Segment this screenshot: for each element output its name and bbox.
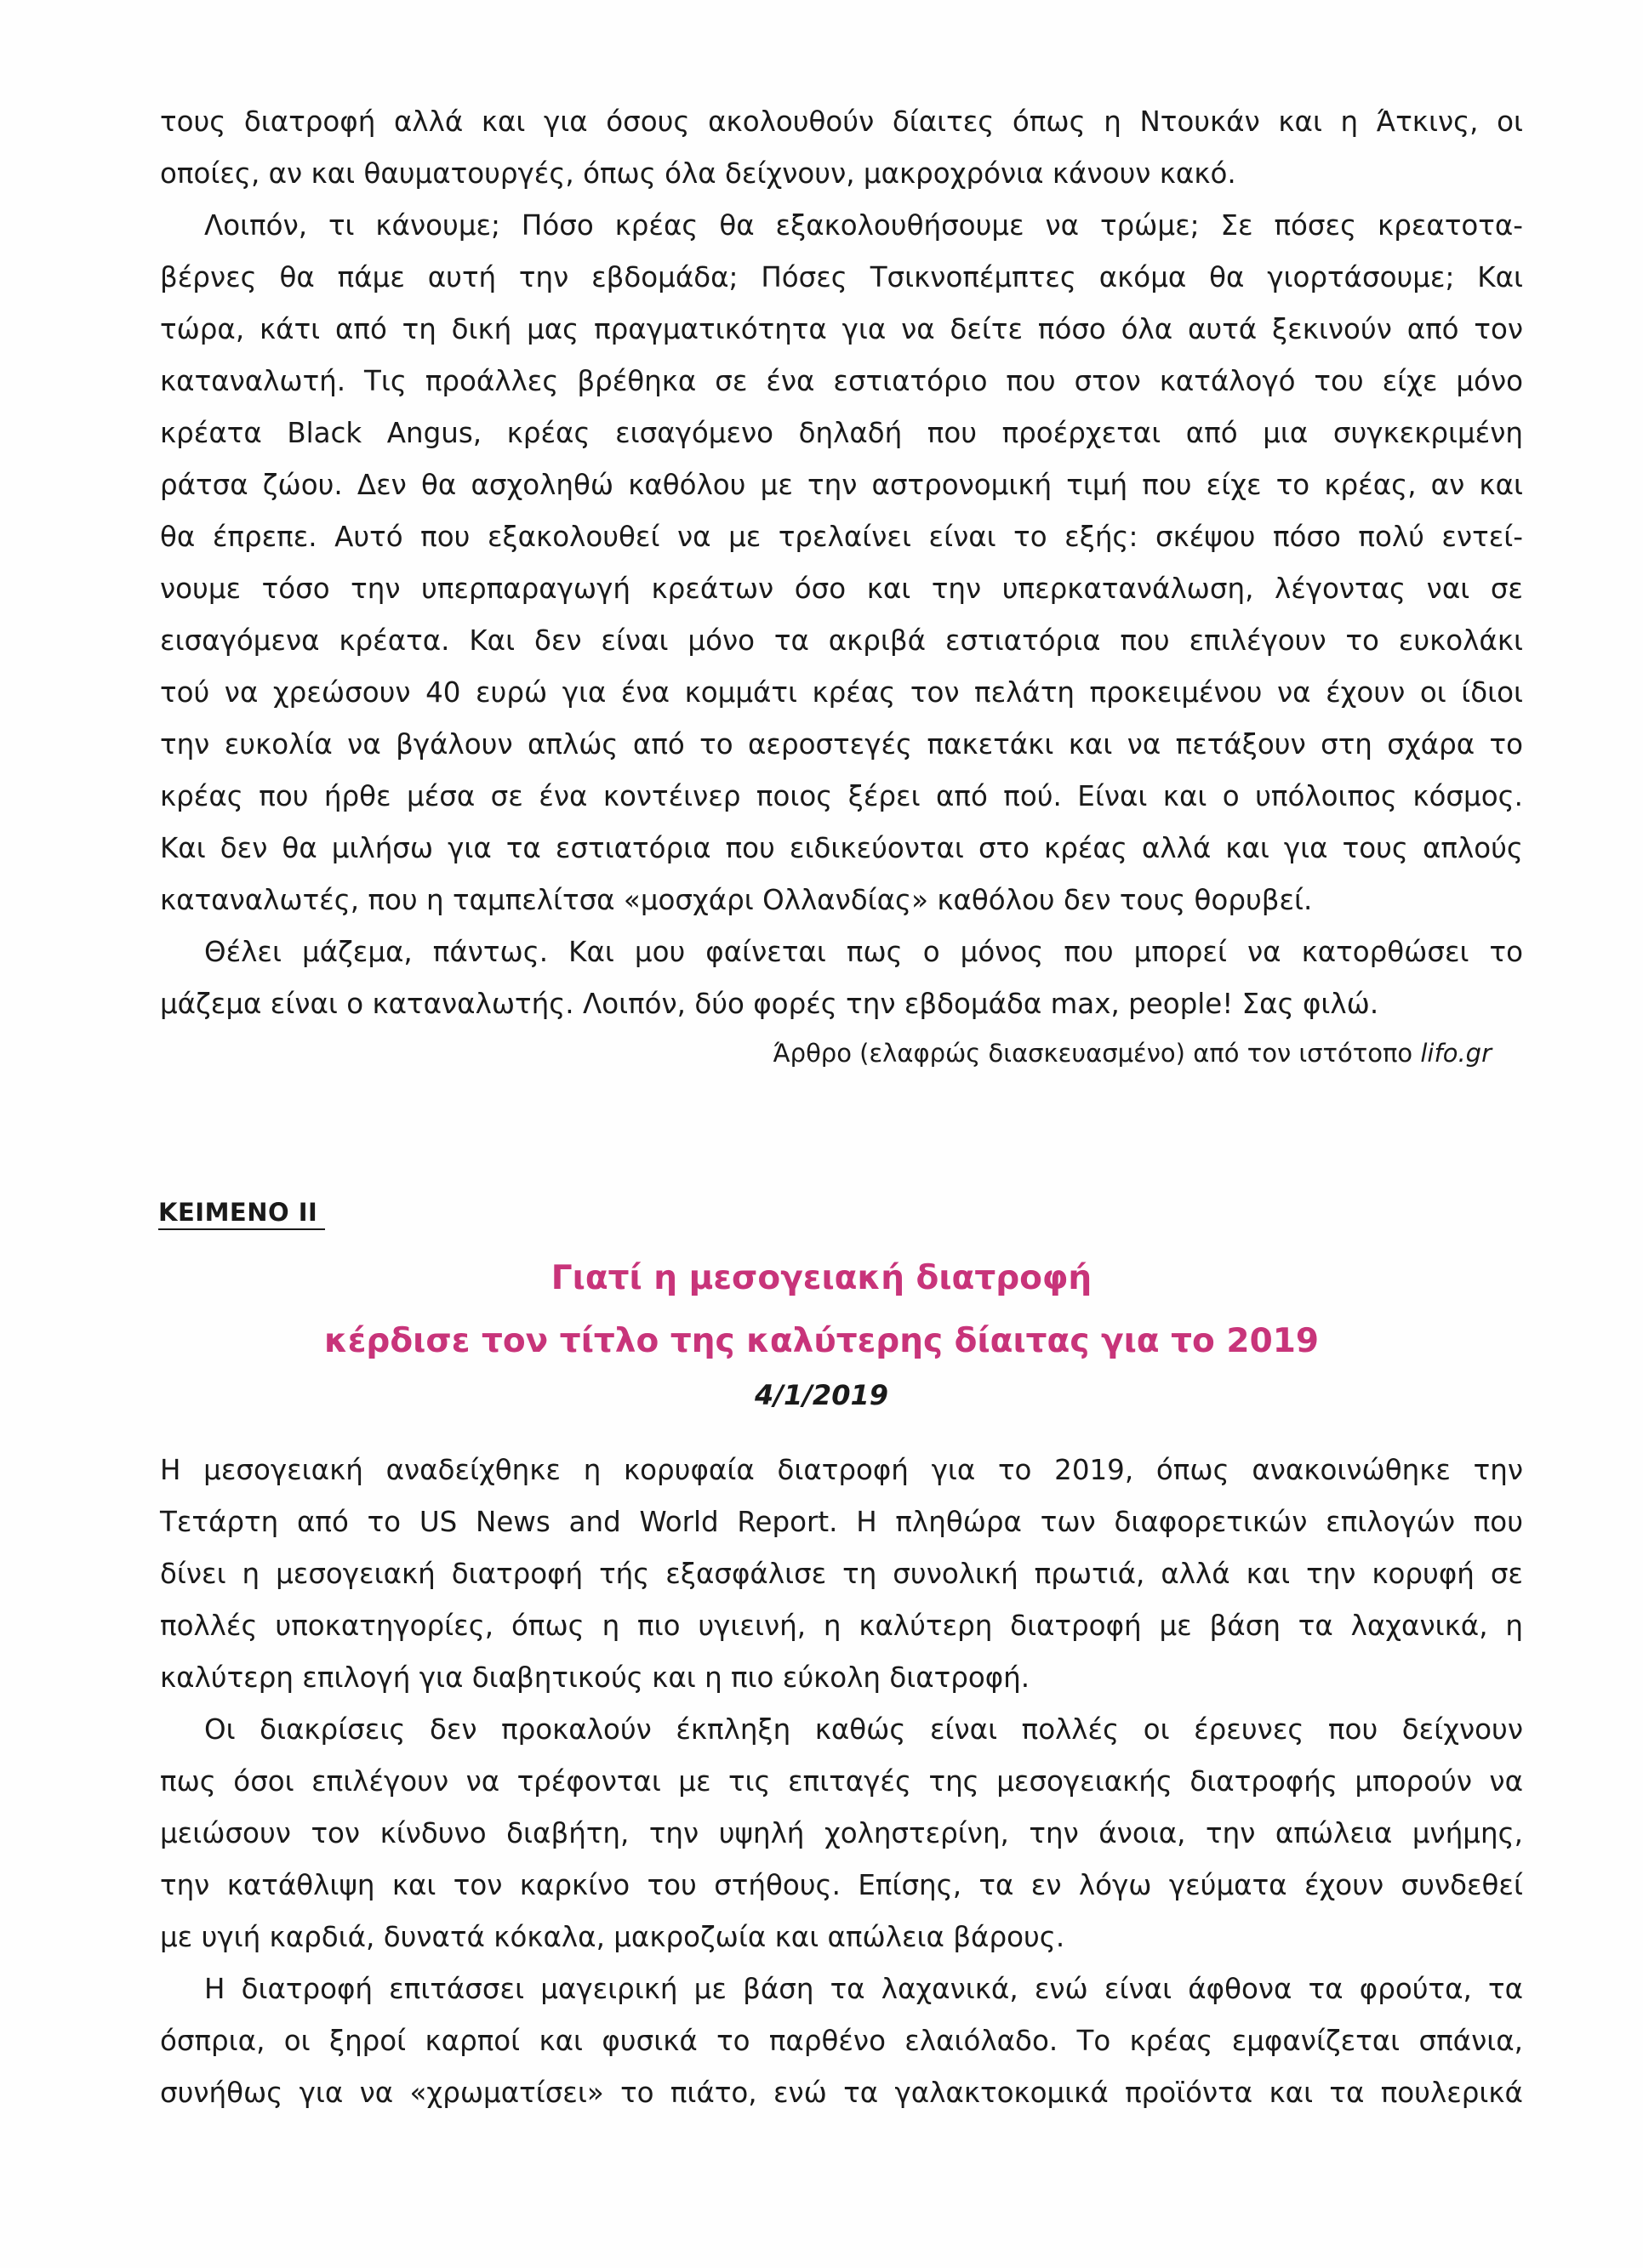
source-site: lifo.gr: [1420, 1039, 1492, 1068]
text-line: την ευκολία να βγάλουν απλώς από το αεροστεγές πακετάκι και να πετάξουν στη σχάρα το: [160, 728, 1523, 761]
text-line: μειώσουν τον κίνδυνο διαβήτη, την υψηλή χοληστερίνη, την άνοια, την απώλεια μνήμης,: [160, 1817, 1523, 1849]
text-line: Οι διακρίσεις δεν προκαλούν έκπληξη καθώς είναι πολλές οι έρευνες που δείχνουν: [204, 1713, 1523, 1746]
text-line: θα έπρεπε. Αυτό που εξακολουθεί να με τρελαίνει είναι το εξής: σκέψου πόσο πολύ εντεί-: [160, 521, 1523, 553]
text-line: κρέας που ήρθε μέσα σε ένα κοντέινερ ποιος ξέρει από πού. Είναι και ο υπόλοιπος κόσμος.: [160, 780, 1523, 812]
text-line: Η διατροφή επιτάσσει μαγειρική με βάση τα λαχανικά, ενώ είναι άφθονα τα φρούτα, τα: [204, 1973, 1523, 2005]
text-line: πολλές υποκατηγορίες, όπως η πιο υγιεινή, η καλύτερη διατροφή με βάση τα λαχανικά, η: [160, 1610, 1523, 1642]
text-line: Και δεν θα μιλήσω για τα εστιατόρια που ειδικεύονται στο κρέας αλλά και για τους απλούς: [160, 832, 1523, 864]
text-line: συνήθως για να «χρωματίσει» το πιάτο, ενώ τα γαλακτοκομικά προϊόντα και τα πουλερικά: [160, 2077, 1523, 2109]
text-line: δίνει η μεσογειακή διατροφή τής εξασφάλισε τη συνολική πρωτιά, αλλά και την κορυφή σε: [160, 1558, 1523, 1590]
text-line: Λοιπόν, τι κάνουμε; Πόσο κρέας θα εξακολουθήσουμε να τρώμε; Σε πόσες κρεατοτα-: [204, 209, 1523, 242]
text-2-body: [160, 1445, 1523, 2119]
text-line: τώρα, κάτι από τη δική μας πραγματικότητα για να δείτε πόσο όλα αυτά ξεκινούν από τον: [160, 313, 1523, 345]
text-line: καταναλωτή. Τις προάλλες βρέθηκα σε ένα εστιατόριο που στον κατάλογό του είχε μόνο: [160, 365, 1523, 397]
article-date: 4/1/2019: [755, 1379, 888, 1411]
text-line: την κατάθλιψη και τον καρκίνο του στήθους. Επίσης, τα εν λόγω γεύματα έχουν συνδεθεί: [160, 1869, 1523, 1901]
text-line: τού να χρεώσουν 40 ευρώ για ένα κομμάτι κρέας τον πελάτη προκειμένου να έχουν οι ίδιοι: [160, 676, 1523, 709]
text-1-body: [160, 96, 1523, 1030]
section-label-underline: [158, 1228, 325, 1230]
text-line: Θέλει μάζεμα, πάντως. Και μου φαίνεται πως ο μόνος που μπορεί να κατορθώσει το: [204, 936, 1523, 968]
text-line: Η μεσογειακή αναδείχθηκε η κορυφαία διατροφή για το 2019, όπως ανακοινώθηκε την: [160, 1454, 1523, 1486]
source-text: Άρθρο (ελαφρώς διασκευασμένο) από τον ιστότοπο: [773, 1039, 1421, 1068]
text-line: με υγιή καρδιά, δυνατά κόκαλα, μακροζωία και απώλεια βάρους.: [160, 1921, 1065, 1953]
article-title-line-1: Γιατί η μεσογειακή διατροφή: [551, 1259, 1092, 1297]
article-title-line-2: κέρδισε τον τίτλο της καλύτερης δίαιτας για το 2019: [324, 1322, 1319, 1360]
text-line: βέρνες θα πάμε αυτή την εβδομάδα; Πόσες Τσικνοπέμπτες ακόμα θα γιορτάσουμε; Και: [160, 261, 1523, 293]
text-line: κρέατα Black Angus, κρέας εισαγόμενο δηλαδή που προέρχεται από μια συγκεκριμένη: [160, 417, 1523, 449]
text-line: εισαγόμενα κρέατα. Και δεν είναι μόνο τα ακριβά εστιατόρια που επιλέγουν το ευκολάκι: [160, 624, 1523, 657]
section-label: ΚΕΙΜΕΝΟ ΙΙ: [158, 1198, 318, 1227]
text-line: ράτσα ζώου. Δεν θα ασχοληθώ καθόλου με την αστρονομική τιμή που είχε το κρέας, αν και: [160, 469, 1523, 501]
text-line: καταναλωτές, που η ταμπελίτσα «μοσχάρι Ολλανδίας» καθόλου δεν τους θορυβεί.: [160, 884, 1313, 916]
text-line: πως όσοι επιλέγουν να τρέφονται με τις επιταγές της μεσογειακής διατροφής μπορούν να: [160, 1765, 1523, 1798]
text-line: καλύτερη επιλογή για διαβητικούς και η πιο εύκολη διατροφή.: [160, 1661, 1030, 1694]
text-line: Τετάρτη από το US News and World Report. Η πληθώρα των διαφορετικών επιλογών που: [160, 1506, 1523, 1538]
text-line: οποίες, αν και θαυματουργές, όπως όλα δείχνουν, μακροχρόνια κάνουν κακό.: [160, 157, 1236, 190]
source-attribution: [773, 1036, 1492, 1070]
text-line: μάζεμα είναι ο καταναλωτής. Λοιπόν, δύο φορές την εβδομάδα max, people! Σας φιλώ.: [160, 988, 1379, 1020]
text-line: τους διατροφή αλλά και για όσους ακολουθούν δίαιτες όπως η Ντουκάν και η Άτκινς, οι: [160, 105, 1523, 138]
text-line: νουμε τόσο την υπερπαραγωγή κρεάτων όσο και την υπερκατανάλωση, λέγοντας ναι σε: [160, 573, 1523, 605]
text-line: όσπρια, οι ξηροί καρποί και φυσικά το παρθένο ελαιόλαδο. Το κρέας εμφανίζεται σπάνια,: [160, 2025, 1523, 2057]
